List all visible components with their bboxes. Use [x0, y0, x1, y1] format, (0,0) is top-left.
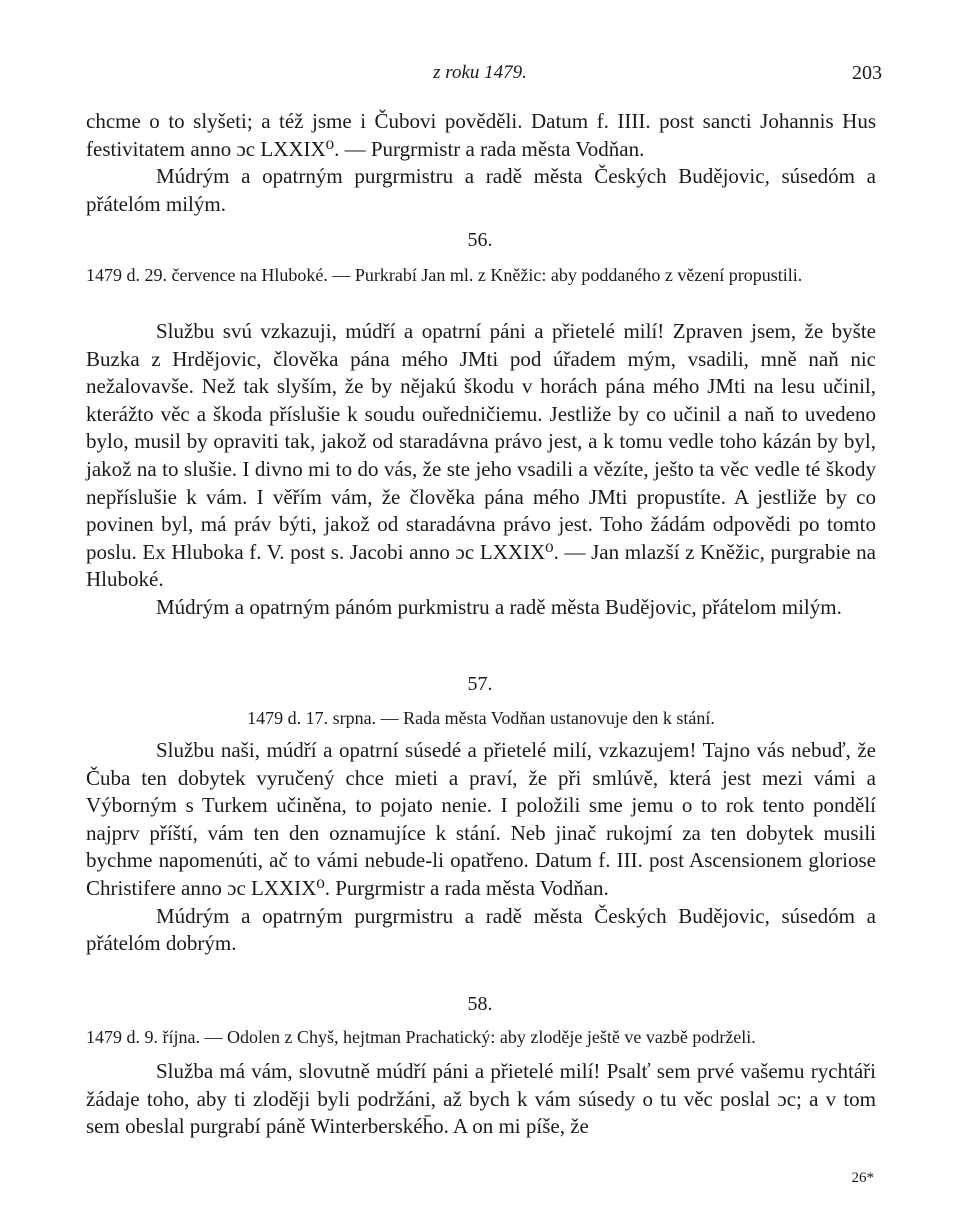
letter-body-56: Službu svú vzkazuji, múdří a opatrní páni a přietelé milí! Zpraven jsem, že byšte Buzka z Hrdějovic, člověka pána mého JMti pod úřadem mým, vsadili, mně naň nic nežalovavše. Než tak slyším, že by nějakú škodu v horách pána mého JMti na lesu učinil, kterážto věc a škoda příslušie k soudu ouředničiemu. Jestliže by co učinil a naň to uvedeno bylo, musil by opraviti tak, jakož od staradávna právo jest, a k tomu vedle toho kázán by byl, jakož na to slušie. I divno mi to do vás, že ste jeho vsadili a vězíte, ješto ta věc vedle té škody nepříslušie k vám. I věřím vám, že člověka pána mého JMti propustíte. A jestliže by co povinen byl, má práv býti, jakož od staradávna právo jest. Toho žádám odpovědi po tomto poslu. Ex Hluboka f. V. post s. Jacobi anno ɔc LXXIX⁰. — Jan mlazší z Kněžic, purgrabie na Hluboké.: [86, 319, 876, 592]
letter-number-58: 58.: [467, 993, 493, 1015]
letter-56: [86, 318, 876, 622]
letter-heading-58: 1479 d. 9. října. — Odolen z Chyš, hejtman Prachatický: aby zloděje ještě ve vazbě podrželi.: [86, 1027, 756, 1047]
letter-body-57: Službu naši, múdří a opatrní súsedé a přietelé milí, vzkazujem! Tajno vás nebuď, že Čuba ten dobytek vyručený chce mieti a praví, že při smlúvě, která jest mezi vámi a Výborným s Turkem učiněna, to pojato nenie. I položili sme jemu o to rok tento pondělí najprv příští, vám ten den oznamujíce k stání. Neb jinač rukojmí za ten dobytek musili bychme napomenúti, ač to vámi nebude-li opatřeno. Datum f. III. post Ascensionem gloriose Christifere anno ɔc LXXIX⁰. Purgrmistr a rada města Vodňan.: [86, 738, 876, 900]
signature-mark: 26*: [851, 1170, 874, 1186]
letter-number-57: 57.: [467, 673, 493, 695]
letter-57: [86, 737, 876, 958]
intro-body: chcme o to slyšeti; a též jsme i Čubovi pověděli. Datum f. IIII. post sancti Johannis Hus festivitatem anno ɔc LXXIX⁰. — Purgrmistr a rada města Vodňan.: [86, 109, 876, 161]
running-head: z roku 1479.: [433, 62, 527, 83]
letter-heading-56: 1479 d. 29. července na Hluboké. — Purkrabí Jan ml. z Kněžic: aby poddaného z vězení propustili.: [86, 265, 803, 285]
intro-block: [86, 108, 876, 218]
letter-body-58: Služba má vám, slovutně múdří páni a přietelé milí! Psalť sem prvé vašemu rychtáři žádaje toho, aby ti zloději byli podržáni, až bych k vám súsedy o tu věc poslal ɔc; a v tom sem obeslal purgrabí páně Winterberskéh̄o. A on mi píše, že: [86, 1059, 876, 1139]
intro-address: Múdrým a opatrným purgrmistru a radě města Českých Budějovic, súsedóm a přátelóm milým.: [86, 164, 876, 216]
letter-number-56: 56.: [467, 229, 493, 251]
page-number: 203: [852, 62, 882, 84]
letter-58: [86, 1058, 876, 1141]
letter-address-57: Múdrým a opatrným purgrmistru a radě města Českých Budějovic, súsedóm a přátelóm dobrým.: [86, 903, 876, 956]
letter-address-56: Múdrým a opatrným pánóm purkmistru a radě města Budějovic, přátelom milým.: [156, 594, 842, 619]
letter-heading-57: 1479 d. 17. srpna. — Rada města Vodňan ustanovuje den k stání.: [247, 708, 715, 728]
